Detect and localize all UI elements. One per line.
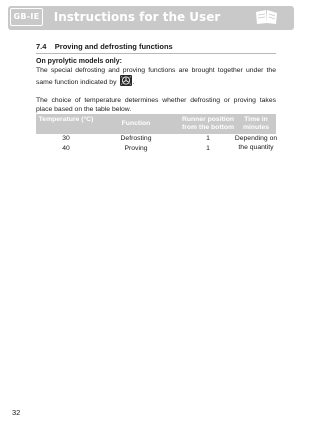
open-book-icon xyxy=(254,7,280,27)
cell-temperature: 30 xyxy=(62,135,70,142)
intro-paragraph: The special defrosting and proving functions are brought together under the same function indicated by . xyxy=(36,67,276,87)
header-temperature: Temperature (°C) xyxy=(38,116,94,123)
language-badge: GB-IE xyxy=(10,8,43,26)
fan-defrost-symbol-icon xyxy=(120,75,132,86)
cell-temperature: 40 xyxy=(62,145,70,152)
table-intro-paragraph: The choice of temperature determines whether defrosting or proving takes place based on the table below. xyxy=(36,97,276,114)
cell-time-note: Depending on the quantity xyxy=(234,135,278,151)
section-divider xyxy=(36,53,276,54)
page-number: 32 xyxy=(12,408,21,417)
header-function: Function xyxy=(121,120,151,127)
header-time: Time in minutes xyxy=(242,116,270,131)
section-title: Proving and defrosting functions xyxy=(54,42,173,51)
section-number: 7.4 xyxy=(36,42,47,51)
intro-text: The special defrosting and proving functions are brought together under the same function indicated by xyxy=(36,67,276,87)
cell-runner: 1 xyxy=(206,135,210,142)
cell-runner: 1 xyxy=(206,145,210,152)
cell-function: Proving xyxy=(124,145,148,152)
header-runner-position: Runner position from the bottom xyxy=(181,116,235,131)
cell-function: Defrosting xyxy=(120,135,152,142)
header-title: Instructions for the User xyxy=(53,10,221,24)
function-table xyxy=(36,114,276,154)
models-note: On pyrolytic models only: xyxy=(36,58,122,65)
table-header-row xyxy=(36,114,276,134)
section-heading xyxy=(36,42,173,52)
